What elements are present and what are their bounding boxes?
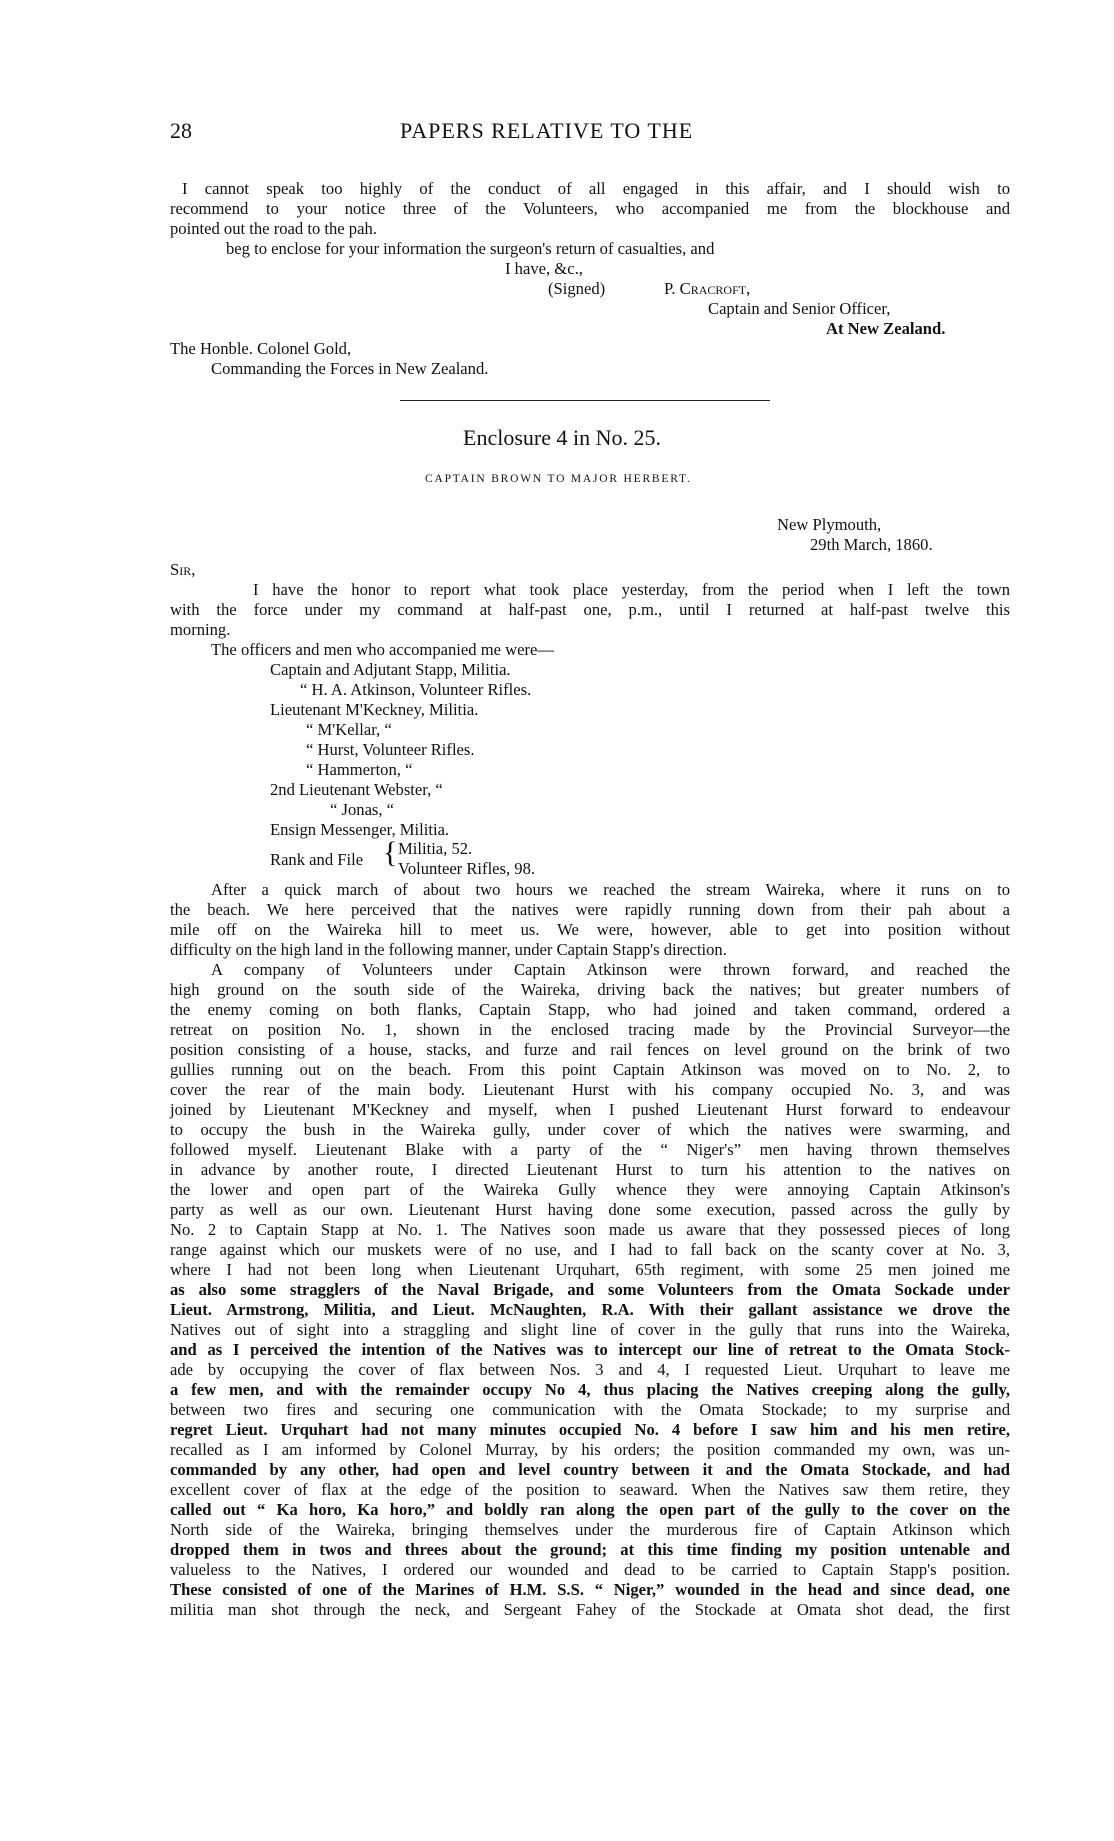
body-line: recalled as I am informed by Colonel Murray, by his orders; the position commanded my own, was un- xyxy=(170,1440,1010,1459)
body-line: Natives out of sight into a straggling and slight line of cover in the gully that runs into the Waireka, xyxy=(170,1320,1010,1339)
running-title: PAPERS RELATIVE TO THE xyxy=(400,118,694,143)
body-line: cover the rear of the main body. Lieutenant Hurst with his company occupied No. 3, and was xyxy=(170,1080,1010,1099)
body-line: called out “ Ka horo, Ka horo,” and boldly ran along the open part of the gully to the cover on the xyxy=(170,1500,1010,1519)
intro-line1: I have the honor to report what took place yesterday, from the period when I left the town xyxy=(253,580,1010,599)
body-line: position consisting of a house, stacks, and furze and rail fences on level ground on the brink of two xyxy=(170,1040,1010,1059)
officer-9: Ensign Messenger, Militia. xyxy=(270,820,450,839)
body-line: in advance by another route, I directed Lieutenant Hurst to turn his attention to the natives on xyxy=(170,1160,1010,1179)
body-line: followed myself. Lieutenant Blake with a party of the “ Niger's” men having thrown themselves xyxy=(170,1140,1010,1159)
rank-and-file-label: Rank and File xyxy=(270,850,364,869)
intro-line3: morning. xyxy=(170,620,231,639)
body-line: Lieut. Armstrong, Militia, and Lieut. McNaughten, R.A. With their gallant assistance we drove the xyxy=(170,1300,1010,1319)
body-line: These consisted of one of the Marines of H.M. S.S. “ Niger,” wounded in the head and since dead, one xyxy=(170,1580,1010,1599)
section-divider xyxy=(400,400,770,401)
officer-7: 2nd Lieutenant Webster, “ xyxy=(270,780,443,799)
body-line: where I had not been long when Lieutenant Urquhart, 65th regiment, with some 25 men joined me xyxy=(170,1260,1010,1279)
letter1-para2: beg to enclose for your information the surgeon's return of casualties, and xyxy=(226,239,715,258)
body-line: as also some stragglers of the Naval Brigade, and some Volunteers from the Omata Sockade under xyxy=(170,1280,1010,1299)
rank-and-file-militia: Militia, 52. xyxy=(398,839,473,858)
signatory-title-2: At New Zealand. xyxy=(826,319,946,338)
body-line: between two fires and securing one communication with the Omata Stockade; to my surprise and xyxy=(170,1400,1010,1419)
officer-4: “ M'Kellar, “ xyxy=(306,720,392,739)
body-line: ade by occupying the cover of flax between Nos. 3 and 4, I requested Lieut. Urquhart to leave me xyxy=(170,1360,1010,1379)
intro-line2: with the force under my command at half-past one, p.m., until I returned at half-past twelve this xyxy=(170,600,1010,619)
letter1-para1-line2: recommend to your notice three of the Volunteers, who accompanied me from the blockhouse and xyxy=(170,199,1010,218)
letter1-para1-line1: I cannot speak too highly of the conduct of all engaged in this affair, and I should wish to xyxy=(182,179,1010,198)
signed-label: (Signed) xyxy=(548,279,606,298)
place: New Plymouth, xyxy=(777,515,882,534)
body-line: the lower and open part of the Waireka Gully whence they were annoying Captain Atkinson's xyxy=(170,1180,1010,1199)
officer-3: Lieutenant M'Keckney, Militia. xyxy=(270,700,479,719)
date: 29th March, 1860. xyxy=(810,535,933,554)
body-line: North side of the Waireka, bringing themselves under the murderous fire of Captain Atkinson which xyxy=(170,1520,1010,1539)
body-line: and as I perceived the intention of the Natives was to intercept our line of retreat to the Omata Stock- xyxy=(170,1340,1010,1359)
officer-2: “ H. A. Atkinson, Volunteer Rifles. xyxy=(300,680,532,699)
body-line: retreat on position No. 1, shown in the enclosed tracing made by the Provincial Surveyor—the xyxy=(170,1020,1010,1039)
body-line: dropped them in twos and threes about the ground; at this time finding my position untenable and xyxy=(170,1540,1010,1559)
body-line: commanded by any other, had open and level country between it and the Omata Stockade, and had xyxy=(170,1460,1010,1479)
body-line: to occupy the bush in the Waireka gully, under cover of which the natives were swarming, and xyxy=(170,1120,1010,1139)
addressee-line2: Commanding the Forces in New Zealand. xyxy=(211,359,489,378)
body-line: regret Lieut. Urquhart had not many minutes occupied No. 4 before I saw him and his men retire, xyxy=(170,1420,1010,1439)
body-line: militia man shot through the neck, and Sergeant Fahey of the Stockade at Omata shot dead, the first xyxy=(170,1600,1010,1619)
officer-1: Captain and Adjutant Stapp, Militia. xyxy=(270,660,511,679)
rank-and-file-volunteers: Volunteer Rifles, 98. xyxy=(398,859,536,878)
signatory: P. Cracroft, xyxy=(664,279,751,298)
enclosure-subheading: CAPTAIN BROWN TO MAJOR HERBERT. xyxy=(425,473,692,485)
officer-8: “ Jonas, “ xyxy=(330,800,395,819)
body-line: high ground on the south side of the Waireka, driving back the natives; but greater numbers of xyxy=(170,980,1010,999)
body-line: joined by Lieutenant M'Keckney and myself, when I pushed Lieutenant Hurst forward to endeavour xyxy=(170,1100,1010,1119)
body-line: difficulty on the high land in the following manner, under Captain Stapp's direction. xyxy=(170,940,727,959)
body-line: range against which our muskets were of no use, and I had to fall back on the scanty cover at No. 3, xyxy=(170,1240,1010,1259)
body-line: A company of Volunteers under Captain Atkinson were thrown forward, and reached the xyxy=(211,960,1010,979)
body-line: a few men, and with the remainder occupy No 4, thus placing the Natives creeping along the gully, xyxy=(170,1380,1010,1399)
officer-5: “ Hurst, Volunteer Rifles. xyxy=(306,740,475,759)
signatory-title-1: Captain and Senior Officer, xyxy=(708,299,891,318)
officer-6: “ Hammerton, “ xyxy=(306,760,413,779)
body-line: mile off on the Waireka hill to meet us. We were, however, able to get into position without xyxy=(170,920,1010,939)
body-line: excellent cover of flax at the edge of the position to seaward. When the Natives saw them retire, they xyxy=(170,1480,1010,1499)
body-line: No. 2 to Captain Stapp at No. 1. The Natives soon made us aware that they possessed pieces of long xyxy=(170,1220,1010,1239)
body-line: valueless to the Natives, I ordered our wounded and dead to be carried to Captain Stapp's position. xyxy=(170,1560,1010,1579)
body-line: party as well as our own. Lieutenant Hurst having done some execution, passed across the gully by xyxy=(170,1200,1010,1219)
addressee-line1: The Honble. Colonel Gold, xyxy=(170,339,352,358)
body-line: After a quick march of about two hours we reached the stream Waireka, where it runs on to xyxy=(211,880,1010,899)
page-number: 28 xyxy=(170,118,192,143)
letter1-para1-line3: pointed out the road to the pah. xyxy=(170,219,377,238)
body-line: the enemy coming on both flanks, Captain Stapp, who had joined and taken command, ordered a xyxy=(170,1000,1010,1019)
body-line: the beach. We here perceived that the natives were rapidly running down from their pah about a xyxy=(170,900,1010,919)
officers-intro: The officers and men who accompanied me were— xyxy=(211,640,554,659)
salutation: Sir, xyxy=(170,560,196,579)
enclosure-heading: Enclosure 4 in No. 25. xyxy=(463,425,661,450)
closing: I have, &c., xyxy=(505,259,583,278)
body-line: gullies running out on the beach. From this point Captain Atkinson was moved on to No. 2, to xyxy=(170,1060,1010,1079)
brace: { xyxy=(383,836,398,869)
